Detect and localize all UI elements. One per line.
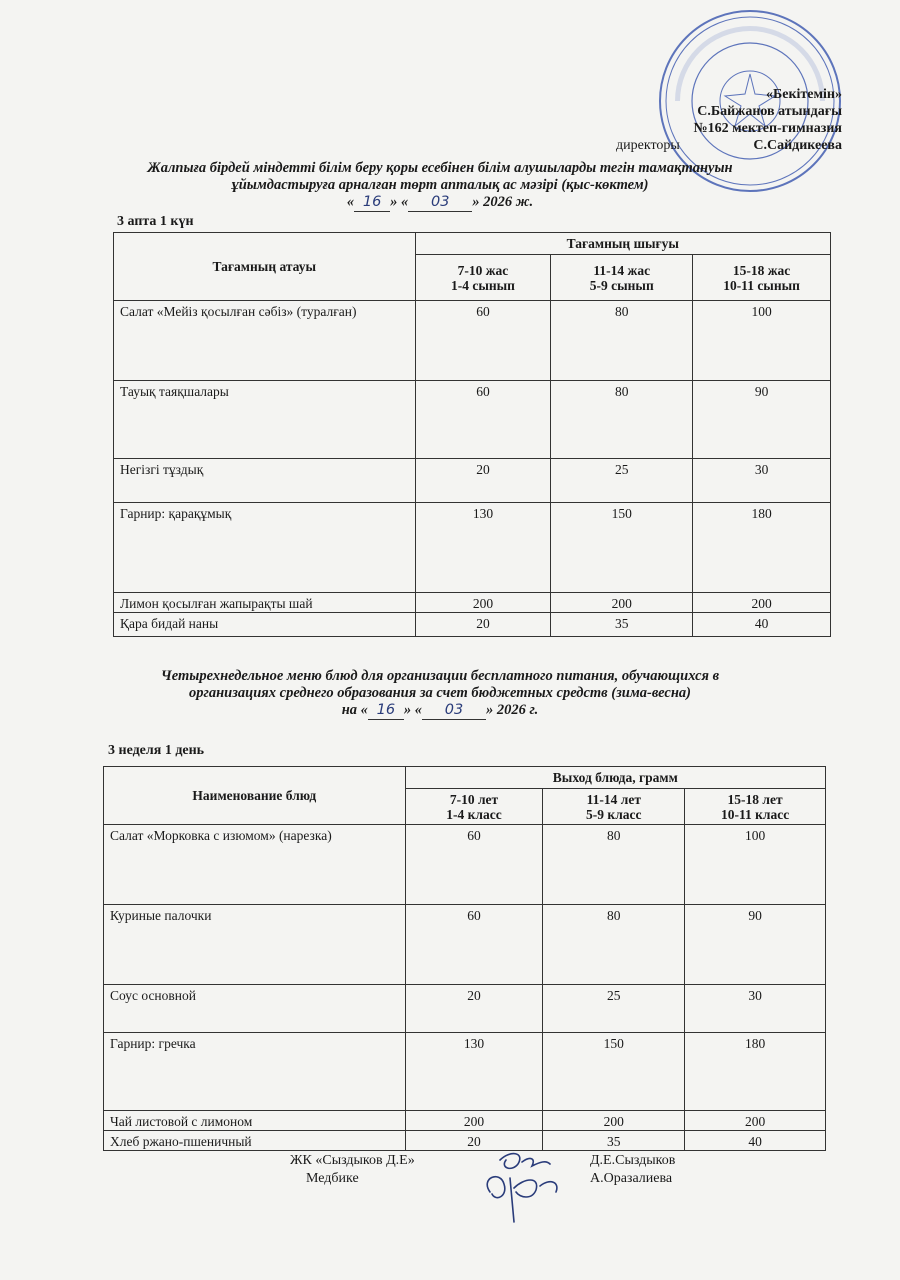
ru-header-name: Наименование блюд <box>104 767 406 825</box>
footer-right-line-2: А.Оразалиева <box>590 1171 673 1186</box>
table-row <box>114 381 831 459</box>
portion-value: 100 <box>693 301 831 381</box>
kz-date-close: » 2026 ж. <box>472 194 534 210</box>
approval-line-3: №162 мектеп-гимназия <box>693 121 842 136</box>
dish-name: Гарнир: қарақұмық <box>114 503 416 593</box>
kz-title-line-1: Жалпыға бірдей міндетті білім беру қоры есебінен білім алушыларды тегін тамақтануын <box>147 160 733 176</box>
table-row <box>114 593 831 613</box>
portion-value: 90 <box>685 905 826 985</box>
ru-age-group-1 <box>543 789 685 825</box>
kz-age-group-age: 7-10 жас <box>457 262 509 278</box>
portion-value: 90 <box>693 381 831 459</box>
table-row <box>104 985 826 1033</box>
portion-value: 200 <box>685 1111 826 1131</box>
kz-date-day: 16 <box>354 194 390 212</box>
table-row <box>104 1033 826 1111</box>
portion-value: 60 <box>405 825 543 905</box>
kz-title <box>120 160 760 212</box>
table-row <box>104 905 826 985</box>
portion-value: 25 <box>551 459 693 503</box>
portion-value: 60 <box>415 301 551 381</box>
portion-value: 130 <box>405 1033 543 1111</box>
portion-value: 20 <box>405 1131 543 1151</box>
table-row <box>114 459 831 503</box>
table-row <box>114 301 831 381</box>
portion-value: 25 <box>543 985 685 1033</box>
ru-date-month: 03 <box>422 702 486 720</box>
kz-age-group-2 <box>693 255 831 301</box>
portion-value: 30 <box>693 459 831 503</box>
portion-value: 40 <box>685 1131 826 1151</box>
portion-value: 60 <box>405 905 543 985</box>
portion-value: 35 <box>543 1131 685 1151</box>
table-row <box>104 1111 826 1131</box>
kz-age-group-grade: 5-9 сынып <box>589 277 654 293</box>
portion-value: 200 <box>551 593 693 613</box>
table-row <box>114 503 831 593</box>
ru-date <box>120 702 760 720</box>
kz-age-group-0 <box>415 255 551 301</box>
dish-name: Қара бидай наны <box>114 613 416 637</box>
portion-value: 20 <box>415 459 551 503</box>
kz-age-group-1 <box>551 255 693 301</box>
kz-date-open: « <box>346 194 355 210</box>
ru-age-group-0 <box>405 789 543 825</box>
kz-title-line-2: ұйымдастыруға арналған төрт апталық ас мәзірі (қыс-көктем) <box>231 177 649 193</box>
handwritten-signature <box>470 1148 580 1228</box>
ru-date-open: на « <box>341 702 368 718</box>
dish-name: Лимон қосылған жапырақты шай <box>114 593 416 613</box>
director-label: директоры <box>616 138 680 153</box>
ru-age-group-2 <box>685 789 826 825</box>
portion-value: 60 <box>415 381 551 459</box>
ru-age-group-grade: 10-11 класс <box>720 806 790 822</box>
ru-day-label: 3 неделя 1 день <box>108 743 205 758</box>
portion-value: 200 <box>405 1111 543 1131</box>
kz-date <box>120 194 760 212</box>
kz-header-name: Тағамның атауы <box>114 233 416 301</box>
ru-title-line-2: организациях среднего образования за счет бюджетных средств (зима-весна) <box>189 685 691 701</box>
portion-value: 80 <box>543 825 685 905</box>
approval-director-row <box>616 137 842 154</box>
dish-name: Гарнир: гречка <box>104 1033 406 1111</box>
dish-name: Салат «Мейіз қосылған сәбіз» (туралған) <box>114 301 416 381</box>
kz-day-label: 3 апта 1 күн <box>117 214 194 229</box>
portion-value: 30 <box>685 985 826 1033</box>
ru-title-line-1: Четырехнедельное меню блюд для организации бесплатного питания, обучающихся в <box>160 668 720 684</box>
table-row <box>104 1131 826 1151</box>
dish-name: Тауық таяқшалары <box>114 381 416 459</box>
footer-left <box>290 1152 415 1188</box>
portion-value: 20 <box>415 613 551 637</box>
dish-name: Чай листовой с лимоном <box>104 1111 406 1131</box>
portion-value: 80 <box>551 301 693 381</box>
ru-age-group-age: 11-14 лет <box>586 791 641 807</box>
director-name: С.Сайдикеева <box>753 138 842 153</box>
portion-value: 35 <box>551 613 693 637</box>
table-row <box>114 613 831 637</box>
kz-menu-table <box>113 232 831 637</box>
kz-date-month: 03 <box>408 194 472 212</box>
ru-age-group-age: 7-10 лет <box>449 791 499 807</box>
dish-name: Негізгі тұздық <box>114 459 416 503</box>
portion-value: 180 <box>685 1033 826 1111</box>
dish-name: Хлеб ржано-пшеничный <box>104 1131 406 1151</box>
dish-name: Соус основной <box>104 985 406 1033</box>
kz-age-group-age: 15-18 жас <box>732 262 791 278</box>
footer-right <box>590 1152 675 1188</box>
portion-value: 130 <box>415 503 551 593</box>
footer-left-line-1: ЖК «Сыздыков Д.Е» <box>290 1153 415 1168</box>
portion-value: 180 <box>693 503 831 593</box>
portion-value: 200 <box>543 1111 685 1131</box>
approval-block <box>616 86 842 154</box>
kz-age-group-grade: 10-11 сынып <box>723 277 800 293</box>
approval-line-1: «Бекітемін» <box>765 87 842 102</box>
footer-right-line-1: Д.Е.Сыздыков <box>590 1153 676 1168</box>
portion-value: 20 <box>405 985 543 1033</box>
portion-value: 200 <box>415 593 551 613</box>
kz-age-group-grade: 1-4 сынып <box>450 277 515 293</box>
portion-value: 80 <box>551 381 693 459</box>
ru-date-mid: » « <box>403 702 422 718</box>
portion-value: 200 <box>693 593 831 613</box>
dish-name: Куриные палочки <box>104 905 406 985</box>
kz-header-yield: Тағамның шығуы <box>415 233 830 255</box>
portion-value: 40 <box>693 613 831 637</box>
portion-value: 150 <box>551 503 693 593</box>
ru-date-close: » 2026 г. <box>486 702 539 718</box>
ru-age-group-age: 15-18 лет <box>727 791 783 807</box>
footer-left-line-2: Медбике <box>306 1171 359 1186</box>
kz-date-mid: » « <box>390 194 409 210</box>
ru-header-yield: Выход блюда, грамм <box>405 767 825 789</box>
ru-date-day: 16 <box>368 702 404 720</box>
kz-age-group-age: 11-14 жас <box>593 262 651 278</box>
ru-title <box>120 668 760 720</box>
portion-value: 100 <box>685 825 826 905</box>
approval-line-2: С.Байжанов атындағы <box>697 104 842 119</box>
table-row <box>104 825 826 905</box>
ru-age-group-grade: 1-4 класс <box>446 806 502 822</box>
ru-menu-table <box>103 766 826 1151</box>
dish-name: Салат «Морковка с изюмом» (нарезка) <box>104 825 406 905</box>
portion-value: 80 <box>543 905 685 985</box>
portion-value: 150 <box>543 1033 685 1111</box>
ru-age-group-grade: 5-9 класс <box>586 806 642 822</box>
